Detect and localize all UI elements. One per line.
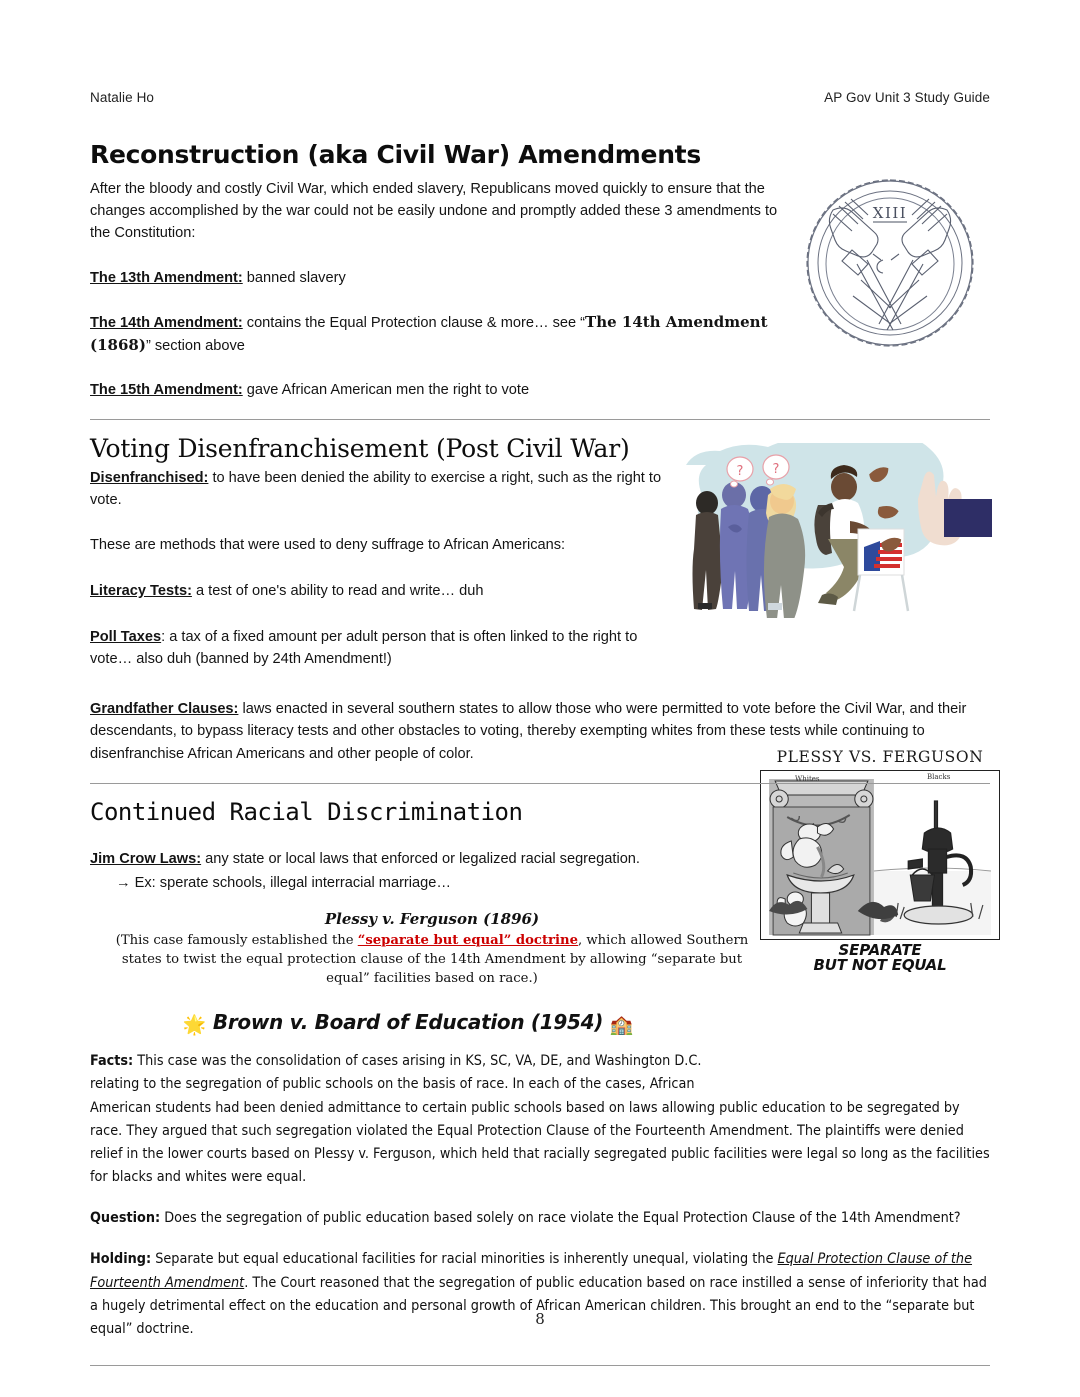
amendment-14-definition-pre: contains the Equal Protection clause & more… see “ <box>242 314 586 331</box>
brown-question-text: Does the segregation of public education based solely on race violate the Equal Protection Clause of the 14th Amendment? <box>160 1210 961 1227</box>
poll-taxes-text: : a tax of a fixed amount per adult person that is often linked to the right to vote… also duh (banned by 24th Amendment!) <box>90 628 638 668</box>
literacy-tests-text: a test of one's ability to read and write… duh <box>191 582 484 599</box>
plessy-case-note <box>102 932 762 988</box>
plessy-note-pre: (This case famously established the <box>115 933 358 949</box>
literacy-tests-term: Literacy Tests: <box>90 582 192 599</box>
amendment-14-term: The 14th Amendment: <box>90 314 243 331</box>
brown-facts-text: This case was the consolidation of cases arising in KS, SC, VA, DE, and Washington D.C. relating to the segregation of public schools on the basis of race. In each of the cases, African <box>90 1053 702 1093</box>
brown-facts-first <box>90 1050 750 1096</box>
method-poll-taxes <box>90 626 670 670</box>
question-mark-2: ? <box>772 462 780 477</box>
amendment-13-term: The 13th Amendment: <box>90 269 243 286</box>
jim-crow-text: any state or local laws that enforced or legalized racial segregation. <box>201 850 640 867</box>
reconstruction-intro: After the bloody and costly Civil War, which ended slavery, Republicans moved quickly to ensure that the changes accomplished by the war could not be easily undone and promptly added these 3 amendments to the Constitution: <box>90 181 778 242</box>
brown-holding-pre: Separate but equal educational facilities for racial minorities is inherently unequal, violating the <box>151 1251 778 1268</box>
method-literacy-tests <box>90 580 990 602</box>
divider-3 <box>90 1365 990 1366</box>
document-content <box>90 140 990 1380</box>
sparkle-icon: 🌟 <box>182 1014 207 1037</box>
brown-facts-label: Facts: <box>90 1053 134 1070</box>
brown-question-label: Question: <box>90 1210 161 1227</box>
plessy-note-post: , which allowed Southern states to twist the equal protection clause of the 14th Amendment by allowing “separate but equal” facilities based on race.) <box>121 933 749 986</box>
method-grandfather-clauses <box>90 698 990 765</box>
question-mark-1: ? <box>736 464 744 479</box>
section-heading-disenfranchisement: Voting Disenfranchisement (Post Civil War) <box>90 434 630 464</box>
jim-crow-laws <box>90 848 990 870</box>
section-heading-reconstruction: Reconstruction (aka Civil War) Amendments <box>90 140 701 169</box>
amendment-14 <box>90 311 780 357</box>
equal-protection-clause-emphasis: Equal Protection Clause of the Fourteenth Amendment <box>90 1251 973 1291</box>
jim-crow-term: Jim Crow Laws: <box>90 850 202 867</box>
divider-1 <box>90 419 990 420</box>
disenfranchised-text: to have been denied the ability to exercise a right, such as the right to vote. <box>90 470 662 509</box>
brown-holding-post: . The Court reasoned that the segregation of public education based on race instilled a sense of inferiority that had a hugely detrimental effect on the education and personal growth of African American children. This brought an end to the “separate but equal” doctrine. <box>90 1274 987 1337</box>
amendment-15-definition: gave African American men the right to vote <box>242 382 530 399</box>
amendment-13 <box>90 267 990 289</box>
brown-question <box>90 1207 990 1230</box>
cartoon-title: PLESSY VS. FERGUSON <box>776 748 984 766</box>
amendment-13-definition: banned slavery <box>242 269 346 286</box>
grandfather-clauses-term: Grandfather Clauses: <box>90 701 239 718</box>
poll-taxes-term: Poll Taxes <box>90 628 162 645</box>
cartoon-caption-line1: SEPARATE <box>838 941 922 959</box>
seal-roman-numeral: XIII <box>872 204 908 222</box>
page-number: 8 <box>535 1310 545 1328</box>
amendment-15-term: The 15th Amendment: <box>90 382 243 399</box>
school-icon: 🏫 <box>609 1014 634 1037</box>
amendment-15 <box>90 379 990 401</box>
divider-2 <box>90 783 990 784</box>
page-header <box>90 90 990 105</box>
header-title: AP Gov Unit 3 Study Guide <box>824 90 990 105</box>
brown-v-board-heading <box>108 1010 708 1036</box>
header-author: Natalie Ho <box>90 90 155 105</box>
brown-facts-cont: American students had been denied admittance to certain public schools based on laws allowing public education to be segregated by race. They argued that such segregation violated the Equal Protection Clause of the Fourteenth Amendment. The plaintiffs were denied relief in the lower courts based on Plessy v. Ferguson, which held that racially segregated public facilities were legal so long as the facilities for blacks and whites were equal. <box>90 1099 990 1186</box>
amendment-14-reference: The 14th Amendment (1868) <box>90 312 768 354</box>
cartoon-caption-line2: BUT NOT EQUAL <box>813 956 947 975</box>
section-heading-racial-discrimination: Continued Racial Discrimination <box>90 797 523 826</box>
brown-heading-text: Brown v. Board of Education (1954) <box>212 1010 604 1035</box>
jim-crow-example: → Ex: sperate schools, illegal interracial marriage… <box>116 874 451 891</box>
cartoon-label-whites: Whites <box>795 775 820 783</box>
cartoon-label-blacks: Blacks <box>927 773 951 781</box>
separate-but-equal-link[interactable]: “separate but equal” doctrine <box>357 933 578 949</box>
disenfranchised-term: Disenfranchised: <box>90 470 209 487</box>
plessy-case-title: Plessy v. Ferguson (1896) <box>324 910 540 929</box>
methods-lead-in: These are methods that were used to deny suffrage to African Americans: <box>90 536 566 553</box>
brown-holding-label: Holding: <box>90 1251 152 1268</box>
amendment-14-definition-post: ” section above <box>145 337 245 354</box>
grandfather-clauses-text: laws enacted in several southern states to allow those who were permitted to vote before the Civil War, and their descendants, to bypass literacy tests and other obstacles to voting, thereby exempting whites from these tests while continuing to disenfranchise African Americans and other people of color. <box>90 701 967 762</box>
plessy-case-block <box>102 910 762 988</box>
disenfranchised-definition <box>90 467 665 511</box>
